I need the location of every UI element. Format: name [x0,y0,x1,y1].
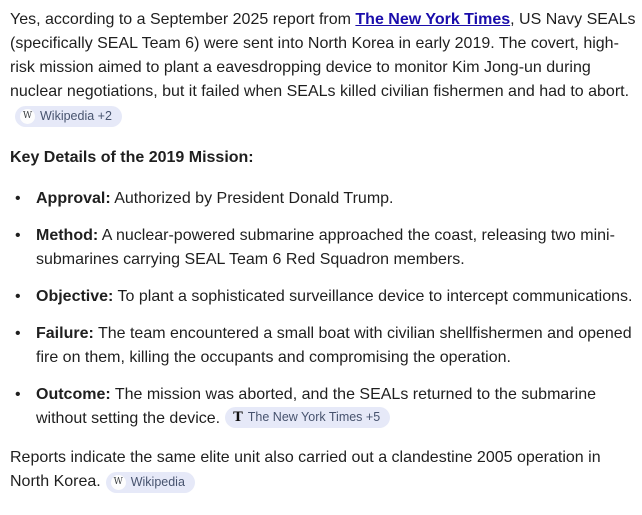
intro-paragraph [10,8,637,128]
list-item-failure [10,322,637,370]
wikipedia-icon: W [111,475,126,490]
list-item-outcome [10,383,637,431]
list-item-approval [10,187,637,211]
bullet-label: Method: [36,227,99,244]
assistant-response [10,8,637,494]
nyt-icon: T [233,410,243,425]
bullet-label: Outcome: [36,386,111,403]
bullet-text: To plant a sophisticated surveillance device to intercept communications. [113,288,633,305]
citation-badge-wikipedia-plus2[interactable] [15,106,122,127]
list-item-method [10,224,637,272]
nyt-link[interactable]: The New York Times [355,11,511,28]
bullet-label: Failure: [36,325,94,342]
citation-badge-label: Wikipedia +2 [40,109,112,123]
bullet-text: A nuclear-powered submarine approached the coast, releasing two mini-submarines carrying SEAL Team 6 Red Squadron members. [36,227,615,268]
key-details-list [10,187,637,431]
citation-badge-nyt-plus5[interactable] [225,407,390,428]
intro-text-before-link: Yes, according to a September 2025 report from [10,11,356,28]
citation-badge-wikipedia[interactable] [106,472,195,493]
citation-badge-label: The New York Times +5 [247,410,381,424]
section-heading: Key Details of the 2019 Mission: [10,149,254,166]
intro-text-after-link: , US Navy SEALs (specifically SEAL Team 6) were sent into North Korea in early 2019. The covert, high-risk mission aimed to plant a eavesdropping device to monitor Kim Jong-un during nuclear negotiations, but it failed when SEALs killed civilian fishermen and had to abort. [10,11,636,100]
bullet-label: Objective: [36,288,114,305]
outro-text: Reports indicate the same elite unit also carried out a clandestine 2005 operation in North Korea. [10,449,601,490]
bullet-text: The mission was aborted, and the SEALs returned to the submarine without setting the device. [36,386,596,427]
wikipedia-icon: W [20,109,35,124]
citation-badge-label: Wikipedia [130,475,185,489]
outro-paragraph [10,446,637,494]
bullet-label: Approval: [36,190,111,207]
list-item-objective [10,285,637,309]
bullet-text: Authorized by President Donald Trump. [110,190,394,207]
bullet-text: The team encountered a small boat with civilian shellfishermen and opened fire on them, killing the occupants and compromising the operation. [36,325,632,366]
